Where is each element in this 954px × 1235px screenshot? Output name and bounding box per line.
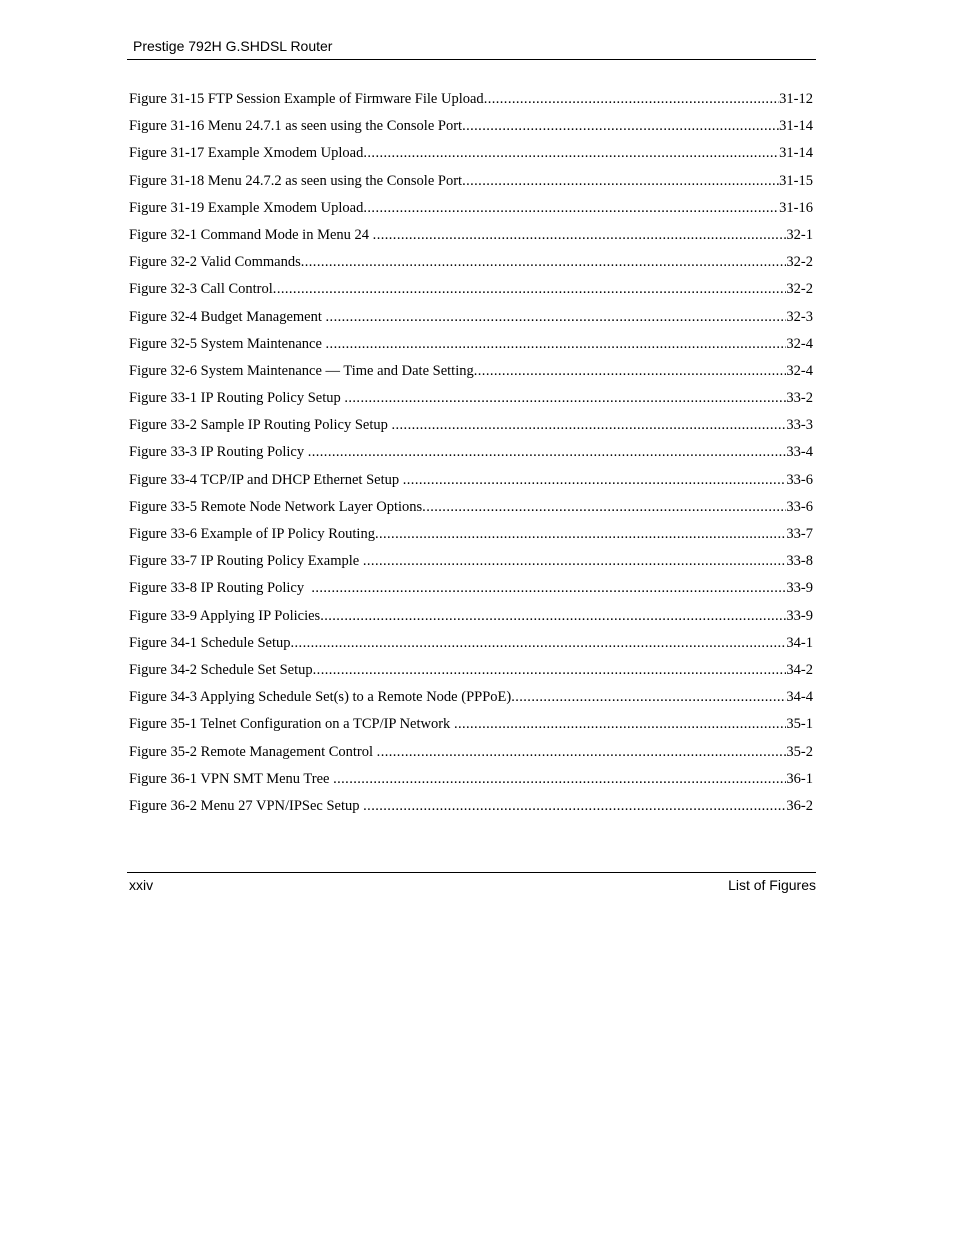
toc-entry-label: Figure 33-5 Remote Node Network Layer Options [129,498,423,515]
toc-entry[interactable] [129,496,813,523]
toc-entry[interactable] [129,142,813,169]
toc-entry[interactable] [129,88,813,115]
toc-entry[interactable] [129,577,813,604]
toc-entry[interactable] [129,605,813,632]
toc-entry[interactable] [129,360,813,387]
header-title: Prestige 792H G.SHDSL Router [133,38,333,54]
toc-entry[interactable] [129,686,813,713]
toc-entry[interactable] [129,795,813,822]
toc-entry-page: 33-6 [786,471,813,488]
toc-entry-label: Figure 32-5 System Maintenance [129,335,326,352]
toc-entry-page: 35-1 [786,716,813,733]
toc-entry-page: 32-3 [786,308,813,325]
toc-entry-page: 31-16 [779,199,813,216]
toc-entry-page: 32-2 [786,254,813,271]
dot-leader [511,686,786,708]
toc-entry-label: Figure 36-2 Menu 27 VPN/IPSec Setup [129,797,364,814]
toc-entry-page: 32-4 [786,335,813,352]
page-footer [127,872,816,897]
toc-entry-page: 35-2 [786,743,813,760]
toc-entry-label: Figure 31-16 Menu 24.7.1 as seen using the Console Port [129,118,463,135]
toc-entry-page: 31-14 [779,145,813,162]
toc-entry[interactable] [129,224,813,251]
dot-leader [474,360,787,382]
toc-entry-label: Figure 32-4 Budget Management [129,308,326,325]
dot-leader [375,523,786,545]
dot-leader [377,741,787,763]
page-header [127,37,816,60]
list-of-figures [129,88,813,822]
toc-entry[interactable] [129,741,813,768]
toc-entry-label: Figure 32-1 Command Mode in Menu 24 [129,226,373,243]
toc-entry-label: Figure 33-4 TCP/IP and DHCP Ethernet Setup [129,471,403,488]
toc-entry-page: 33-6 [786,498,813,515]
dot-leader [363,795,786,817]
dot-leader [373,224,787,246]
dot-leader [291,632,787,654]
toc-entry-label: Figure 31-17 Example Xmodem Upload [129,145,364,162]
toc-entry-page: 31-12 [779,91,813,107]
toc-entry-page: 33-9 [786,580,813,597]
toc-entry-label: Figure 34-3 Applying Schedule Set(s) to a Remote Node (PPPoE) [129,689,512,706]
dot-leader [462,115,779,137]
toc-entry-page: 32-1 [786,226,813,243]
dot-leader [301,251,787,273]
toc-entry[interactable] [129,333,813,360]
dot-leader [326,333,787,355]
toc-entry-label: Figure 33-1 IP Routing Policy Setup [129,390,345,407]
toc-entry-page: 33-8 [786,553,813,570]
toc-entry-label: Figure 35-1 Telnet Configuration on a TCP/IP Network [129,716,454,733]
toc-entry-page: 33-9 [786,607,813,624]
toc-entry-page: 32-2 [786,281,813,298]
dot-leader [363,142,779,164]
toc-entry[interactable] [129,768,813,795]
toc-entry-label: Figure 31-18 Menu 24.7.2 as seen using the Console Port [129,172,463,189]
toc-entry-label: Figure 32-2 Valid Commands [129,254,301,271]
toc-entry-page: 36-1 [786,770,813,787]
toc-entry[interactable] [129,469,813,496]
toc-entry-label: Figure 33-6 Example of IP Policy Routing [129,526,375,542]
toc-entry-page: 33-2 [786,390,813,407]
dot-leader [462,170,779,192]
page-number: xxiv [129,877,154,893]
toc-entry-label: Figure 33-9 Applying IP Policies [129,607,321,624]
toc-entry[interactable] [129,197,813,224]
toc-entry-page: 34-2 [786,661,813,678]
toc-entry[interactable] [129,523,813,550]
toc-entry-label: Figure 32-6 System Maintenance — Time and Date Setting [129,362,474,379]
toc-entry-page: 36-2 [786,797,813,814]
dot-leader [391,414,786,436]
toc-entry[interactable] [129,414,813,441]
toc-entry-page: 33-4 [786,444,813,461]
toc-entry[interactable] [129,441,813,468]
toc-entry-page: 33-3 [786,417,813,434]
toc-entry[interactable] [129,251,813,278]
dot-leader [311,577,786,599]
dot-leader [363,197,779,219]
dot-leader [308,441,787,463]
dot-leader [363,550,787,572]
dot-leader [326,306,787,328]
toc-entry-label: Figure 31-15 FTP Session Example of Firmware File Upload [129,91,484,107]
dot-leader [344,387,786,409]
toc-entry[interactable] [129,713,813,740]
toc-entry-label: Figure 36-1 VPN SMT Menu Tree [129,770,334,787]
toc-entry-page: 34-1 [786,634,813,651]
dot-leader [403,469,787,491]
dot-leader [273,278,787,300]
dot-leader [484,88,779,110]
dot-leader [313,659,787,681]
dot-leader [320,605,786,627]
toc-entry-label: Figure 34-2 Schedule Set Setup [129,661,313,678]
toc-entry-label: Figure 33-7 IP Routing Policy Example [129,553,363,570]
toc-entry[interactable] [129,115,813,142]
toc-entry-page: 31-15 [779,172,813,189]
toc-entry-label: Figure 32-3 Call Control [129,281,273,298]
toc-entry-label: Figure 34-1 Schedule Setup [129,634,291,651]
toc-entry-label: Figure 35-2 Remote Management Control [129,743,377,760]
toc-entry[interactable] [129,170,813,197]
toc-entry[interactable] [129,278,813,305]
dot-leader [422,496,786,518]
toc-entry[interactable] [129,550,813,577]
toc-entry-label: Figure 33-2 Sample IP Routing Policy Setup [129,417,392,434]
dot-leader [333,768,786,790]
toc-entry-label: Figure 33-3 IP Routing Policy [129,444,308,461]
toc-entry-page: 31-14 [779,118,813,135]
dot-leader [454,713,786,735]
toc-entry-page: 34-4 [786,689,813,706]
toc-entry-page: 32-4 [786,362,813,379]
toc-entry[interactable] [129,632,813,659]
toc-entry[interactable] [129,306,813,333]
toc-entry-label: Figure 31-19 Example Xmodem Upload [129,199,364,216]
toc-entry-label: Figure 33-8 IP Routing Policy [129,580,312,597]
section-name: List of Figures [728,877,816,893]
toc-entry[interactable] [129,659,813,686]
toc-entry-page: 33-7 [786,526,813,542]
toc-entry[interactable] [129,387,813,414]
